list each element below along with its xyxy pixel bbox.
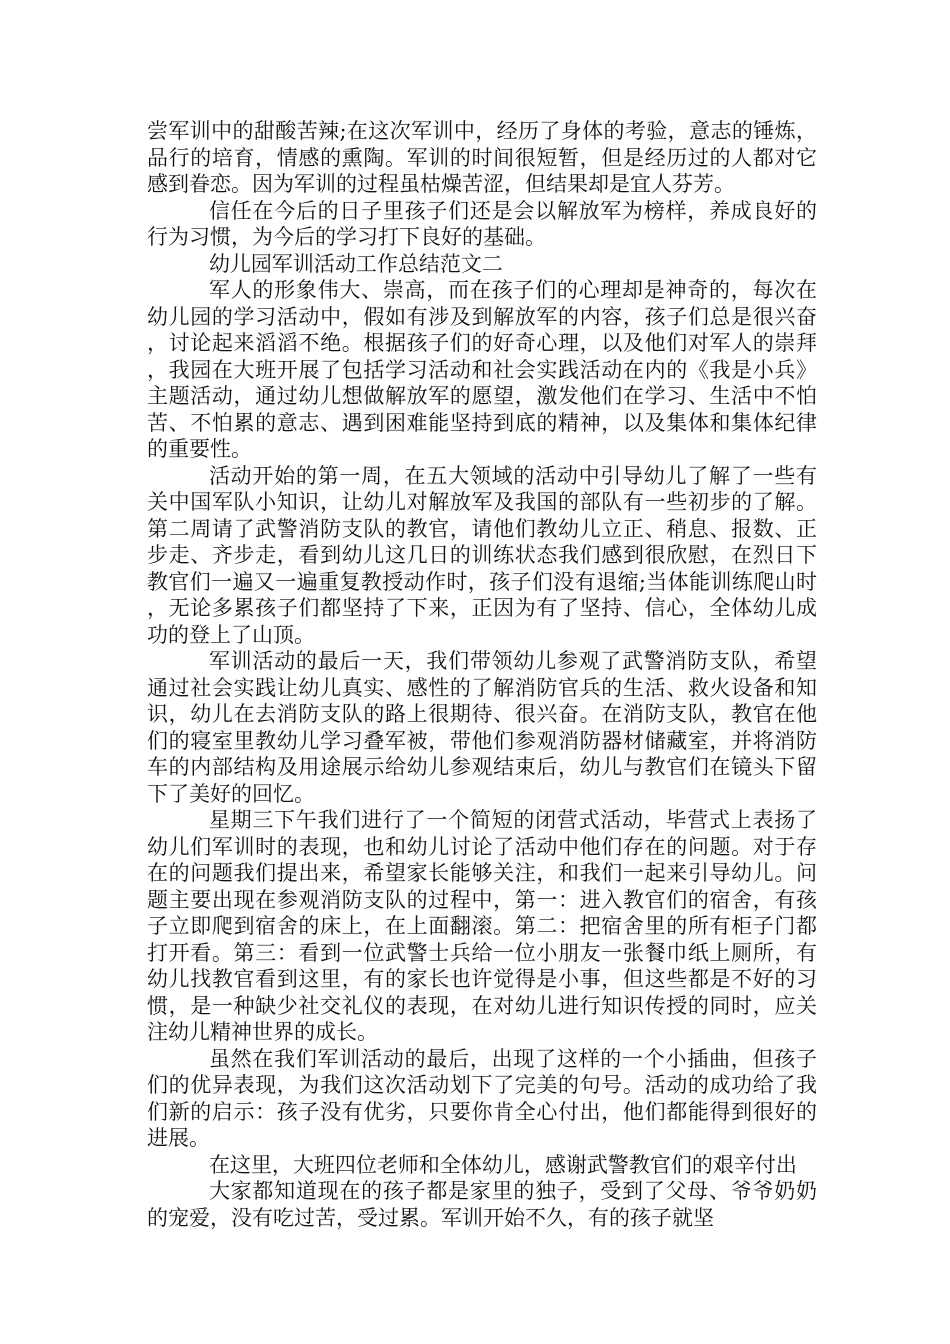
paragraph-soldier-image: 军人的形象伟大、崇高，而在孩子们的心理却是神奇的，每次在幼儿园的学习活动中，假如有涉及到解放军的内容，孩子们总是很兴奋，讨论起来滔滔不绝。根据孩子们的好奇心理，以及他们对军人的崇拜，我园在大班开展了包括学习活动和社会实践活动在内的《我是小兵》主题活动，通过幼儿想做解放军的愿望，激发他们在学习、生活中不怕苦、不怕累的意志、遇到困难能坚持到底的精神，以及集体和集体纪律的重要性。: [147, 278, 817, 461]
paragraph-trust: 信任在今后的日子里孩子们还是会以解放军为榜样，养成良好的行为习惯，为今后的学习打下良好的基础。: [147, 198, 817, 249]
document-body: [147, 118, 817, 1231]
paragraph-only-children: 大家都知道现在的孩子都是家里的独子，受到了父母、爷爷奶奶的宠爱，没有吃过苦，受过累。军训开始不久，有的孩子就坚: [147, 1179, 817, 1230]
paragraph-closing-ceremony: 星期三下午我们进行了一个简短的闭营式活动，毕营式上表扬了幼儿们军训时的表现，也和幼儿讨论了活动中他们存在的问题。对于存在的问题我们提出来，希望家长能够关注，和我们一起来引导幼儿。问题主要出现在参观消防支队的过程中，第一：进入教官们的宿舍，有孩子立即爬到宿舍的床上，在上面翻滚。第二：把宿舍里的所有柜子门都打开看。第三：看到一位武警士兵给一位小朋友一张餐巾纸上厕所，有幼儿找教官看到这里，有的家长也许觉得是小事，但这些都是不好的习惯，是一种缺少社交礼仪的表现，在对幼儿进行知识传授的同时，应关注幼儿精神世界的成长。: [147, 808, 817, 1044]
paragraph-thanks: 在这里，大班四位老师和全体幼儿，感谢武警教官们的艰辛付出: [208, 1152, 797, 1177]
paragraph-conclusion: 虽然在我们军训活动的最后，出现了这样的一个小插曲，但孩子们的优异表现，为我们这次活动划下了完美的句号。活动的成功给了我们新的启示：孩子没有优劣，只要你肯全心付出，他们都能得到很好的进展。: [147, 1046, 817, 1150]
paragraph-continuation: 尝军训中的甜酸苦辣;在这次军训中，经历了身体的考验，意志的锤炼，品行的培育，情感的熏陶。军训的时间很短暂，但是经历过的人都对它感到眷恋。因为军训的过程虽枯燥苦涩，但结果却是宜人芬芳。: [147, 119, 817, 196]
section-heading: 幼儿园军训活动工作总结范文二: [208, 251, 503, 276]
paragraph-last-day: 军训活动的最后一天，我们带领幼儿参观了武警消防支队，希望通过社会实践让幼儿真实、感性的了解消防官兵的生活、救火设备和知识，幼儿在去消防支队的路上很期待、很兴奋。在消防支队，教官在他们的寝室里教幼儿学习叠军被，带他们参观消防器材储藏室，并将消防车的内部结构及用途展示给幼儿参观结束后，幼儿与教官们在镜头下留下了美好的回忆。: [147, 649, 817, 806]
paragraph-first-week: 活动开始的第一周，在五大领域的活动中引导幼儿了解了一些有关中国军队小知识，让幼儿对解放军及我国的部队有一些初步的了解。第二周请了武警消防支队的教官，请他们教幼儿立正、稍息、报数、正步走、齐步走，看到幼儿这几日的训练状态我们感到很欣慰，在烈日下教官们一遍又一遍重复教授动作时，孩子们没有退缩;当体能训练爬山时，无论多累孩子们都坚持了下来，正因为有了坚持、信心，全体幼儿成功的登上了山顶。: [147, 463, 817, 647]
